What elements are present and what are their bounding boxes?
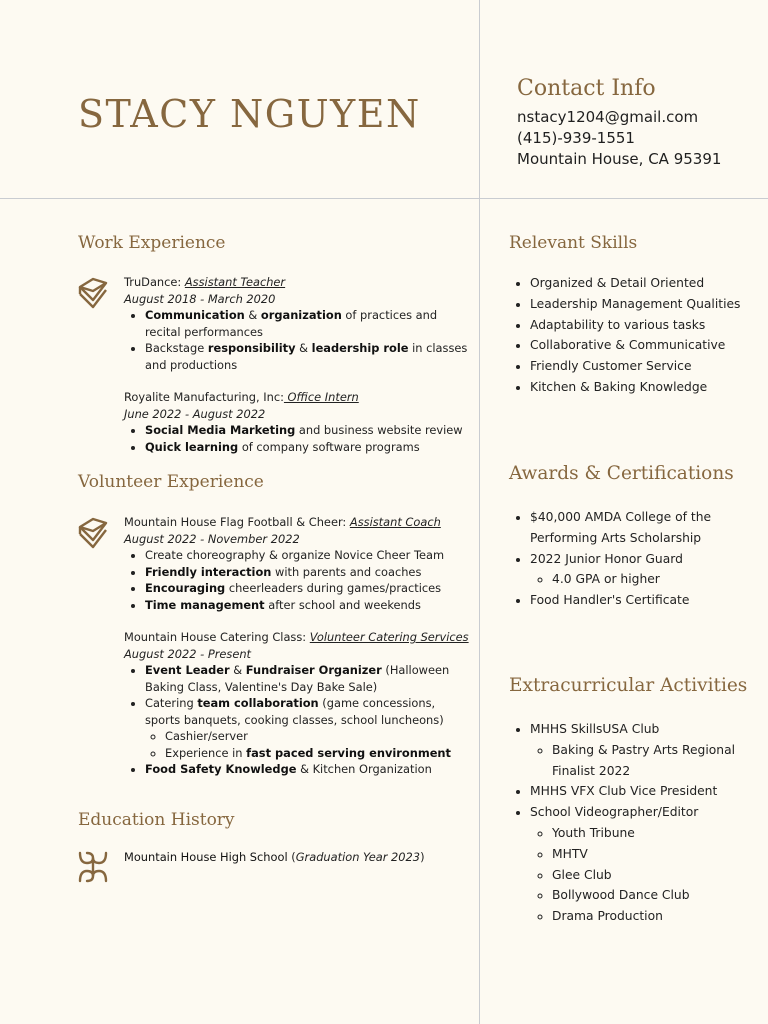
job-org: Royalite Manufacturing, Inc: (124, 390, 284, 404)
list-item: • Leadership Management Qualities (530, 294, 759, 315)
list-item: • Adaptability to various tasks (530, 315, 759, 336)
list-item: • Friendly Customer Service (530, 356, 759, 377)
list-item: • Time management after school and weekends (145, 597, 469, 614)
job-date: August 2018 - March 2020 (124, 291, 276, 306)
list-item: • Catering team collaboration (game concessions, sports banquets, cooking classes, school luncheons) ◦ Cashier/server ◦ Experience in fast paced serving environment (145, 695, 469, 761)
work-experience-heading: Work Experience (78, 233, 226, 253)
list-item: • $40,000 AMDA College of the Performing Arts Scholarship (530, 507, 759, 549)
job-date: August 2022 - Present (124, 646, 252, 661)
volunteer-entry-list (124, 514, 469, 778)
list-item: • 2022 Junior Honor Guard ◦ 4.0 GPA or higher (530, 549, 759, 591)
job-role: Assistant Teacher (184, 275, 286, 289)
job-role: Office Intern (283, 390, 359, 404)
list-item: ◦ Youth Tribune (552, 823, 759, 844)
list-item: ◦ Baking & Pastry Arts Regional Finalist 2022 (552, 740, 759, 782)
column-divider (479, 0, 480, 1024)
volunteer-experience-heading: Volunteer Experience (78, 472, 264, 492)
extracurricular-activities-heading: Extracurricular Activities (509, 675, 748, 696)
relevant-skills-heading: Relevant Skills (509, 233, 638, 253)
job-royalite (124, 389, 469, 455)
list-item: ◦ 4.0 GPA or higher (552, 569, 759, 590)
list-item: • Backstage responsibility & leadership role in classes and productions (145, 340, 469, 373)
list-item: • Social Media Marketing and business website review (145, 422, 469, 439)
list-item: • Event Leader & Fundraiser Organizer (Halloween Baking Class, Valentine's Day Bake Sale) (145, 662, 469, 695)
list-item: • MHHS SkillsUSA Club ◦ Baking & Pastry Arts Regional Finalist 2022 (530, 719, 759, 781)
awards-certifications-heading: Awards & Certifications (509, 463, 734, 484)
awards-list (509, 507, 759, 611)
skills-list (509, 273, 759, 398)
list-item: • Kitchen & Baking Knowledge (530, 377, 759, 398)
resume-name: STACY NGUYEN (78, 92, 421, 136)
list-item: • Organized & Detail Oriented (530, 273, 759, 294)
list-item: ◦ Drama Production (552, 906, 759, 927)
list-item: ◦ Glee Club (552, 865, 759, 886)
contact-address: Mountain House, CA 95391 (517, 150, 722, 168)
stacked-layers-icon (77, 516, 109, 550)
list-item: ◦ Bollywood Dance Club (552, 885, 759, 906)
activities-list (509, 719, 759, 927)
graduation-year: Graduation Year 2023 (295, 850, 421, 864)
contact-phone: (415)-939-1551 (517, 129, 635, 147)
stacked-layers-icon (77, 276, 109, 310)
job-date: August 2022 - November 2022 (124, 531, 300, 546)
graduation-knot-icon (77, 850, 109, 884)
list-item: • Communication & organization of practices and recital performances (145, 307, 469, 340)
job-org: Mountain House Flag Football & Cheer: (124, 515, 350, 529)
list-item: • Friendly interaction with parents and coaches (145, 564, 469, 581)
contact-email: nstacy1204@gmail.com (517, 108, 699, 126)
education-history-heading: Education History (78, 810, 235, 830)
list-item: ◦ MHTV (552, 844, 759, 865)
list-item: • Food Handler's Certificate (530, 590, 759, 611)
job-org: Mountain House Catering Class: (124, 630, 310, 644)
job-trudance (124, 274, 469, 373)
job-catering (124, 629, 469, 778)
school-name: Mountain House High School (124, 850, 288, 864)
list-item: • Encouraging cheerleaders during games/practices (145, 580, 469, 597)
list-item: • School Videographer/Editor ◦ Youth Tribune ◦ MHTV ◦ Glee Club ◦ Bollywood Dance Club ◦ Drama Production (530, 802, 759, 927)
list-item: • Collaborative & Communicative (530, 335, 759, 356)
job-role: Assistant Coach (349, 515, 441, 529)
contact-info-heading: Contact Info (517, 76, 656, 101)
list-item: ◦ Cashier/server (165, 728, 469, 745)
job-flag-football (124, 514, 469, 613)
job-role: Volunteer Catering Services (309, 630, 469, 644)
education-entry: Mountain House High School (Graduation Year 2023) (124, 850, 425, 864)
list-item: • Food Safety Knowledge & Kitchen Organization (145, 761, 469, 778)
job-org: TruDance: (124, 275, 185, 289)
job-date: June 2022 - August 2022 (124, 406, 266, 421)
work-entry-list (124, 274, 469, 455)
list-item: • Quick learning of company software programs (145, 439, 469, 456)
list-item: • MHHS VFX Club Vice President (530, 781, 759, 802)
list-item: ◦ Experience in fast paced serving environment (165, 745, 469, 762)
header-divider (0, 198, 768, 199)
list-item: • Create choreography & organize Novice Cheer Team (145, 547, 469, 564)
